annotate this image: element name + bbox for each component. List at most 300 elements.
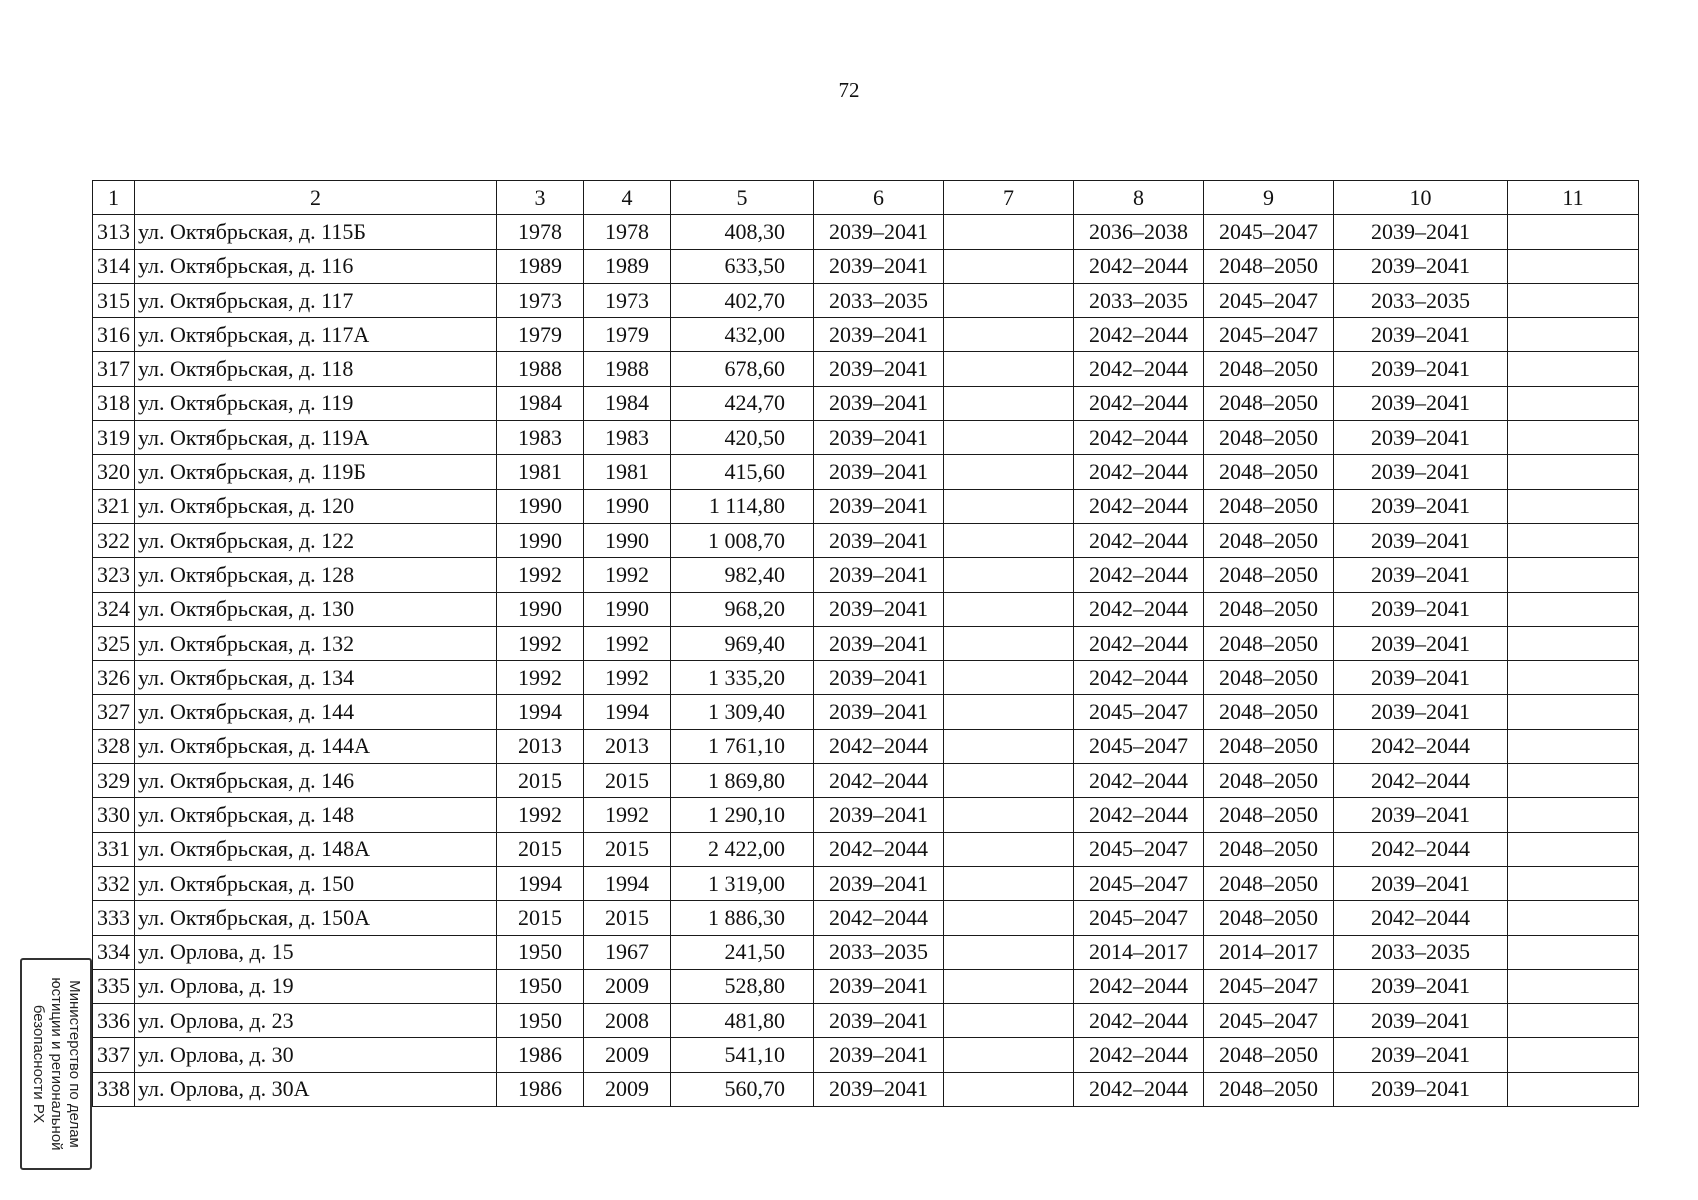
table-cell: 2039–2041 [1334,969,1508,1003]
table-cell [944,832,1074,866]
table-cell: 2015 [584,764,671,798]
table-cell: 315 [93,283,135,317]
table-cell: 1 114,80 [671,489,814,523]
table-cell: 2042–2044 [1074,523,1204,557]
table-cell: 334 [93,935,135,969]
table-cell: 432,00 [671,318,814,352]
table-cell: 313 [93,215,135,249]
table-cell [944,1072,1074,1106]
table-cell: ул. Октябрьская, д. 150 [135,866,497,900]
table-cell: 2042–2044 [1074,386,1204,420]
housing-register-table [92,180,1639,1107]
table-cell: 2042–2044 [1074,1038,1204,1072]
table-cell: 1978 [497,215,584,249]
table-cell: 1950 [497,1004,584,1038]
table-cell: 2039–2041 [814,489,944,523]
table-cell [944,558,1074,592]
table-cell: 327 [93,695,135,729]
table-cell: 1973 [584,283,671,317]
table-cell: 424,70 [671,386,814,420]
table-cell: 2009 [584,969,671,1003]
table-cell: 335 [93,969,135,1003]
table-cell: 314 [93,249,135,283]
table-cell: 1990 [584,489,671,523]
table-cell: 528,80 [671,969,814,1003]
table-cell: 2039–2041 [1334,592,1508,626]
table-cell [944,386,1074,420]
table-cell: 2039–2041 [814,626,944,660]
table-cell: 2048–2050 [1204,661,1334,695]
table-cell: 2015 [497,764,584,798]
table-cell: 1 309,40 [671,695,814,729]
table-row [93,386,1639,420]
table-cell [1508,523,1639,557]
table-cell: 2009 [584,1072,671,1106]
table-cell: 2042–2044 [814,729,944,763]
column-header-5: 5 [671,181,814,215]
table-cell [944,661,1074,695]
table-cell: 2048–2050 [1204,455,1334,489]
table-cell: 2045–2047 [1204,318,1334,352]
table-cell: 2033–2035 [1334,935,1508,969]
table-row [93,283,1639,317]
table-cell: 320 [93,455,135,489]
table-cell: 324 [93,592,135,626]
table-cell [944,215,1074,249]
table-cell: 2039–2041 [814,798,944,832]
table-cell: 2039–2041 [814,318,944,352]
column-header-4: 4 [584,181,671,215]
table-cell [1508,798,1639,832]
table-cell [1508,249,1639,283]
table-row [93,798,1639,832]
table-cell: 2039–2041 [1334,626,1508,660]
table-cell: 1990 [497,523,584,557]
table-cell [944,1038,1074,1072]
table-cell [944,729,1074,763]
table-cell: 1990 [584,592,671,626]
table-cell: 2045–2047 [1074,729,1204,763]
table-cell [1508,1038,1639,1072]
table-cell: 1 869,80 [671,764,814,798]
table-cell: 2033–2035 [814,283,944,317]
table-cell: ул. Октябрьская, д. 117А [135,318,497,352]
table-cell: 2039–2041 [814,1072,944,1106]
table-cell: ул. Октябрьская, д. 130 [135,592,497,626]
table-cell: 2048–2050 [1204,729,1334,763]
table-cell [944,626,1074,660]
table-cell: 2042–2044 [814,901,944,935]
table-cell: ул. Орлова, д. 30А [135,1072,497,1106]
table-cell [1508,352,1639,386]
table-cell: 2042–2044 [1334,729,1508,763]
table-body [93,215,1639,1107]
table-cell: 1994 [584,866,671,900]
table-cell: ул. Октябрьская, д. 115Б [135,215,497,249]
table-row [93,592,1639,626]
table-cell: 2039–2041 [814,1038,944,1072]
table-cell: 969,40 [671,626,814,660]
table-cell [944,283,1074,317]
table-cell: 2039–2041 [1334,523,1508,557]
table-row [93,832,1639,866]
table-cell: 330 [93,798,135,832]
table-cell: 2039–2041 [814,421,944,455]
table-cell: 1992 [584,798,671,832]
table-cell: ул. Октябрьская, д. 134 [135,661,497,695]
table-cell: 1990 [584,523,671,557]
table-cell: 1984 [497,386,584,420]
table-row [93,969,1639,1003]
table-cell: 2042–2044 [1074,1072,1204,1106]
table-cell: 1992 [584,626,671,660]
table-row [93,866,1639,900]
column-header-3: 3 [497,181,584,215]
table-cell: 1981 [584,455,671,489]
table-cell [1508,1004,1639,1038]
table-cell: 1988 [584,352,671,386]
table-cell: ул. Октябрьская, д. 120 [135,489,497,523]
table-cell: 323 [93,558,135,592]
stamp-line: юстиции и региональной [48,977,65,1151]
table-cell: 2039–2041 [814,866,944,900]
table-cell [944,798,1074,832]
table-cell: 2009 [584,1038,671,1072]
page-number: 72 [838,78,860,102]
table-cell: 2048–2050 [1204,249,1334,283]
table-cell: 2039–2041 [1334,866,1508,900]
table-cell: 2039–2041 [1334,558,1508,592]
table-cell [944,764,1074,798]
table-cell: 2039–2041 [1334,1004,1508,1038]
table-cell: 2039–2041 [1334,386,1508,420]
table-cell: 1967 [584,935,671,969]
table-cell: 2014–2017 [1204,935,1334,969]
table-cell [944,421,1074,455]
table-cell: 2048–2050 [1204,489,1334,523]
table-cell [944,901,1074,935]
table-cell: 2048–2050 [1204,523,1334,557]
table-cell: 1979 [584,318,671,352]
table-cell [1508,283,1639,317]
table-cell [944,1004,1074,1038]
table-cell: 317 [93,352,135,386]
table-cell: 1983 [497,421,584,455]
table-row [93,523,1639,557]
table-cell: 2048–2050 [1204,592,1334,626]
table-cell: ул. Октябрьская, д. 118 [135,352,497,386]
table-row [93,661,1639,695]
table-cell: 968,20 [671,592,814,626]
table-cell [1508,866,1639,900]
table-cell [944,935,1074,969]
table-cell: 2039–2041 [814,523,944,557]
table-cell: ул. Октябрьская, д. 116 [135,249,497,283]
table-cell: ул. Орлова, д. 30 [135,1038,497,1072]
table-cell: 1992 [584,661,671,695]
table-cell: 2048–2050 [1204,421,1334,455]
table-cell: 2042–2044 [814,832,944,866]
table-cell: 2039–2041 [1334,421,1508,455]
column-header-10: 10 [1334,181,1508,215]
table-cell: 2039–2041 [1334,318,1508,352]
table-cell: 2045–2047 [1074,901,1204,935]
table-row [93,421,1639,455]
table-cell: 2033–2035 [1334,283,1508,317]
table-cell: ул. Орлова, д. 23 [135,1004,497,1038]
table-cell: 2045–2047 [1204,969,1334,1003]
table-cell [1508,832,1639,866]
table-cell: 2042–2044 [1074,352,1204,386]
table-cell: 333 [93,901,135,935]
table-cell: 2039–2041 [1334,215,1508,249]
table-cell: 2048–2050 [1204,352,1334,386]
table-cell: 2042–2044 [1074,455,1204,489]
table-cell: 678,60 [671,352,814,386]
table-cell: 982,40 [671,558,814,592]
table-cell: 2013 [584,729,671,763]
table-cell [1508,626,1639,660]
stamp-text [29,964,83,1164]
table-cell [1508,901,1639,935]
table-cell [1508,386,1639,420]
table-cell: 2042–2044 [1334,901,1508,935]
table-cell: 541,10 [671,1038,814,1072]
table-cell: 415,60 [671,455,814,489]
table-cell: 2042–2044 [1074,318,1204,352]
table-cell: 1986 [497,1072,584,1106]
table-cell: ул. Октябрьская, д. 148А [135,832,497,866]
table-row [93,729,1639,763]
table-cell [944,455,1074,489]
table-cell: 241,50 [671,935,814,969]
table-cell: 329 [93,764,135,798]
table-cell: 1979 [497,318,584,352]
header-row [93,181,1639,215]
table-cell [1508,729,1639,763]
table-cell: 2048–2050 [1204,901,1334,935]
table-cell: 2039–2041 [1334,661,1508,695]
table-cell: 420,50 [671,421,814,455]
table-cell: 1981 [497,455,584,489]
table-cell: 2039–2041 [814,215,944,249]
table-cell: 1992 [497,798,584,832]
table-cell: 2042–2044 [1074,798,1204,832]
table-cell: ул. Октябрьская, д. 119А [135,421,497,455]
table-cell: 2033–2035 [814,935,944,969]
table-cell [1508,592,1639,626]
table-cell: 2039–2041 [1334,1038,1508,1072]
table-cell [1508,558,1639,592]
table-cell: 336 [93,1004,135,1038]
table-cell: 2042–2044 [1074,1004,1204,1038]
table-cell [1508,764,1639,798]
table-cell: ул. Октябрьская, д. 146 [135,764,497,798]
table-cell [944,592,1074,626]
table-cell: 1992 [584,558,671,592]
table-cell: 2039–2041 [814,1004,944,1038]
table-cell: ул. Орлова, д. 19 [135,969,497,1003]
table-cell: 1 008,70 [671,523,814,557]
table-row [93,695,1639,729]
table-cell: 2015 [584,832,671,866]
table-cell: 2033–2035 [1074,283,1204,317]
table-cell: 325 [93,626,135,660]
table-cell: ул. Орлова, д. 15 [135,935,497,969]
table-cell: 2048–2050 [1204,866,1334,900]
table-cell: 2015 [497,832,584,866]
table-cell: 2045–2047 [1204,1004,1334,1038]
table-cell: 2039–2041 [1334,1072,1508,1106]
table-cell: 2048–2050 [1204,558,1334,592]
table-cell: 2008 [584,1004,671,1038]
table-cell: 2036–2038 [1074,215,1204,249]
table-row [93,558,1639,592]
table-cell: 338 [93,1072,135,1106]
table-cell: ул. Октябрьская, д. 117 [135,283,497,317]
table-cell: 1990 [497,592,584,626]
table-cell: 1973 [497,283,584,317]
table-row [93,1004,1639,1038]
table-cell: 2039–2041 [814,386,944,420]
table-cell: ул. Октябрьская, д. 119 [135,386,497,420]
table-cell [1508,421,1639,455]
table-cell: 319 [93,421,135,455]
stamp-line: безопасности РХ [30,1004,47,1124]
table-cell: 2048–2050 [1204,386,1334,420]
table-cell: 2042–2044 [1074,592,1204,626]
table-cell: 2048–2050 [1204,798,1334,832]
table-cell: 2015 [497,901,584,935]
table-row [93,215,1639,249]
table-cell: 2 422,00 [671,832,814,866]
table-cell [1508,455,1639,489]
table-row [93,901,1639,935]
table-cell: 2045–2047 [1074,866,1204,900]
column-header-2: 2 [135,181,497,215]
table-cell: 326 [93,661,135,695]
table-row [93,1038,1639,1072]
column-header-8: 8 [1074,181,1204,215]
table-cell: 2042–2044 [1074,764,1204,798]
table-cell: 2042–2044 [1074,558,1204,592]
table-cell: 1 335,20 [671,661,814,695]
table-row [93,455,1639,489]
table-cell [1508,215,1639,249]
table-cell [1508,1072,1639,1106]
column-header-9: 9 [1204,181,1334,215]
table-cell: ул. Октябрьская, д. 144А [135,729,497,763]
column-header-1: 1 [93,181,135,215]
table-cell: 1986 [497,1038,584,1072]
table-row [93,935,1639,969]
table-cell [944,866,1074,900]
table-row [93,318,1639,352]
table-cell [944,523,1074,557]
table-cell: 633,50 [671,249,814,283]
table-cell: 1989 [584,249,671,283]
table-cell: 2045–2047 [1204,283,1334,317]
table-cell: 2042–2044 [1074,249,1204,283]
column-header-6: 6 [814,181,944,215]
table-cell: 2015 [584,901,671,935]
table-row [93,489,1639,523]
table-cell: 2048–2050 [1204,1038,1334,1072]
table-cell: 318 [93,386,135,420]
table-cell: 1992 [497,661,584,695]
table-cell: 1992 [497,558,584,592]
table-cell: ул. Октябрьская, д. 122 [135,523,497,557]
table-cell: 1 319,00 [671,866,814,900]
table-row [93,626,1639,660]
table-cell: 1984 [584,386,671,420]
table-cell: 2042–2044 [1074,969,1204,1003]
table-cell: 1994 [497,866,584,900]
table-cell [1508,489,1639,523]
table-cell: 2048–2050 [1204,832,1334,866]
table-cell: 1950 [497,969,584,1003]
table-cell: 2039–2041 [814,558,944,592]
table-cell: 2042–2044 [814,764,944,798]
table-cell: 2039–2041 [1334,489,1508,523]
table-cell: 2039–2041 [814,969,944,1003]
table-cell: 481,80 [671,1004,814,1038]
table-cell: 328 [93,729,135,763]
column-header-11: 11 [1508,181,1639,215]
table-cell: 2039–2041 [814,661,944,695]
table-cell: 408,30 [671,215,814,249]
table-cell: 316 [93,318,135,352]
table-row [93,352,1639,386]
table-cell: 2045–2047 [1074,695,1204,729]
table-cell: 2045–2047 [1074,832,1204,866]
table-cell: 331 [93,832,135,866]
stamp-line: Министерство по делам [66,980,83,1148]
table-cell: 1983 [584,421,671,455]
table-cell: ул. Октябрьская, д. 119Б [135,455,497,489]
table-cell: ул. Октябрьская, д. 148 [135,798,497,832]
table-cell: 2039–2041 [1334,695,1508,729]
table-cell: 2042–2044 [1074,489,1204,523]
table-cell [1508,661,1639,695]
table-cell: 2042–2044 [1074,661,1204,695]
table-cell: 2042–2044 [1334,764,1508,798]
ministry-stamp [20,958,92,1170]
table-cell: 337 [93,1038,135,1072]
table-cell: 2013 [497,729,584,763]
table-cell: 2048–2050 [1204,1072,1334,1106]
table-row [93,249,1639,283]
table-cell: 1978 [584,215,671,249]
table-cell [944,318,1074,352]
table-cell: ул. Октябрьская, д. 144 [135,695,497,729]
table-cell: 2042–2044 [1334,832,1508,866]
table-cell [1508,695,1639,729]
table-cell: 2039–2041 [814,352,944,386]
table-cell: ул. Октябрьская, д. 132 [135,626,497,660]
table-cell [944,352,1074,386]
table-cell [944,249,1074,283]
table-cell: 2014–2017 [1074,935,1204,969]
table-cell [1508,935,1639,969]
table-cell: 2045–2047 [1204,215,1334,249]
table-row [93,764,1639,798]
table-cell: 1992 [497,626,584,660]
table-cell [1508,969,1639,1003]
table-cell: 2048–2050 [1204,626,1334,660]
table-cell: 2039–2041 [1334,352,1508,386]
table-cell: 332 [93,866,135,900]
